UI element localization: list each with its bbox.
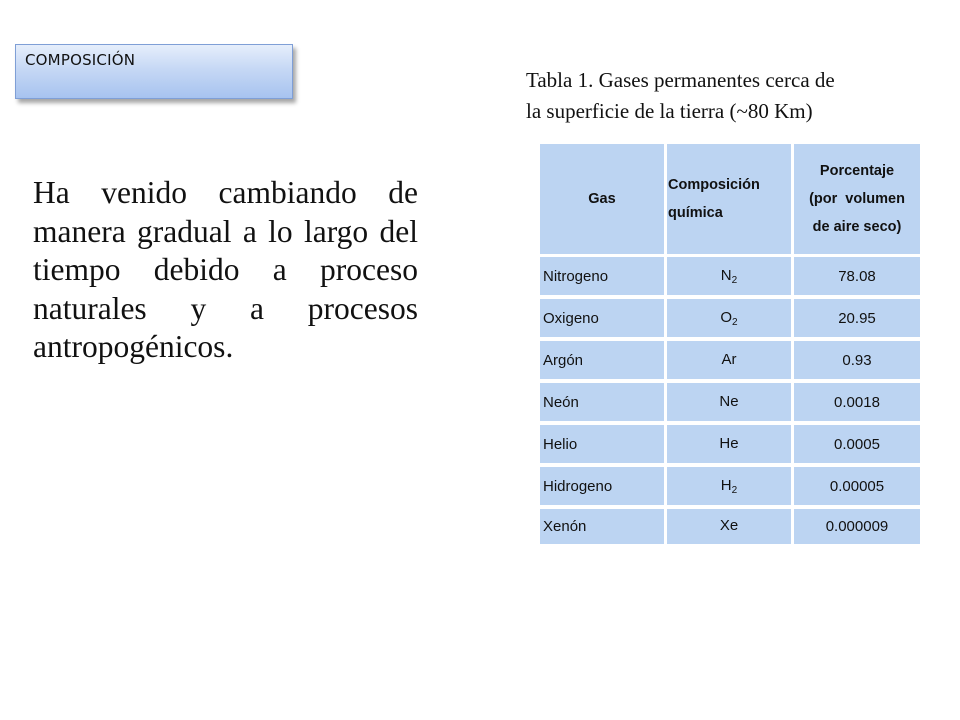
table-row-gas [540, 341, 664, 379]
percentage-value: 0.00005 [829, 477, 885, 495]
header-percentage-line-1: Porcentaje [819, 163, 895, 179]
table-row-percentage [794, 341, 920, 379]
formula: Xe [719, 517, 739, 534]
formula: He [719, 434, 739, 452]
table-row-percentage [794, 383, 920, 421]
table-row-gas [540, 383, 664, 421]
formula: $H_2$ [720, 476, 738, 496]
table-row-formula [667, 467, 791, 505]
gas-name: Helio [543, 435, 578, 453]
header-gas-label: Gas [588, 191, 616, 207]
table-row-formula [667, 299, 791, 337]
section-title-badge [15, 44, 293, 99]
table-row-formula [667, 257, 791, 295]
table-row-gas [540, 467, 664, 505]
percentage-value: 78.08 [838, 267, 876, 285]
percentage-value: 20.95 [838, 309, 876, 327]
table-row-percentage [794, 257, 920, 295]
percentage-value: 0.0005 [834, 435, 880, 453]
table-row-gas [540, 425, 664, 463]
gas-name: Hidrogeno [543, 477, 613, 495]
table-row-percentage [794, 509, 920, 544]
table-row-formula [667, 425, 791, 463]
gas-name: Xenón [543, 518, 587, 535]
table-row-gas [540, 257, 664, 295]
formula: $N_2$ [720, 266, 738, 286]
table-row-gas [540, 509, 664, 544]
percentage-value: 0.93 [842, 351, 872, 369]
table-caption [526, 65, 936, 127]
gas-name: Argón [543, 351, 584, 369]
table-caption-line-2: la superficie de la tierra (~80 Km) [526, 99, 813, 123]
section-title: COMPOSICIÓN [25, 51, 136, 69]
formula: Ne [719, 392, 739, 410]
header-composition-line-2: química [668, 205, 723, 221]
gas-name: Neón [543, 393, 579, 411]
formula: $O_2$ [720, 308, 738, 328]
table-row-formula [667, 383, 791, 421]
table-caption-line-1: Tabla 1. Gases permanentes cerca de [526, 68, 835, 92]
gas-name: Nitrogeno [543, 267, 609, 285]
body-paragraph: Ha venido cambiando de manera gradual a lo largo del tiempo debido a proceso naturales y a procesos antropogénicos. [33, 175, 418, 364]
table-row-formula [667, 509, 791, 544]
header-percentage-line-3: de aire seco) [812, 219, 902, 235]
table-row-percentage [794, 467, 920, 505]
table-row-formula [667, 341, 791, 379]
header-percentage-line-2: (por volumen [809, 191, 905, 207]
percentage-value: 0.000009 [825, 518, 889, 535]
table-row-percentage [794, 299, 920, 337]
percentage-value: 0.0018 [834, 393, 880, 411]
header-gas [540, 144, 664, 254]
header-composition [667, 144, 791, 254]
table-row-gas [540, 299, 664, 337]
formula: Ar [721, 350, 737, 368]
table-row-percentage [794, 425, 920, 463]
gas-name: Oxigeno [543, 309, 599, 327]
header-percentage [794, 144, 920, 254]
header-composition-line-1: Composición [668, 177, 760, 193]
